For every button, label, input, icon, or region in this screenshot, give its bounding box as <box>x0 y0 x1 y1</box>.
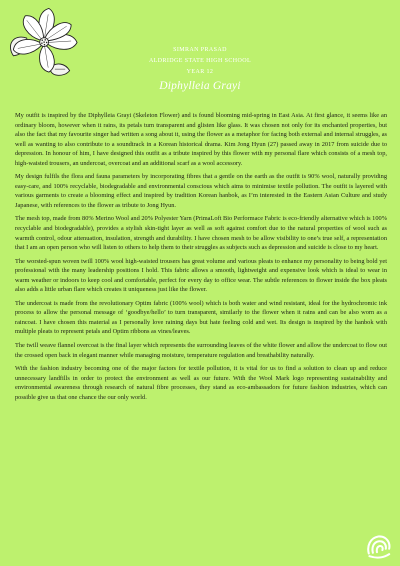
year-level: YEAR 12 <box>186 69 214 75</box>
author-name: SIMRAN PRASAD <box>173 47 227 53</box>
paragraph-undercoat: The undercoat is made from the revolutionary Optim fabric (100% wool) which is both water and wind resistant, ideal for the hydrochromic ink process to allow the personal message of ‘goodbye/hello’ to turn transparent, similarly to the flower when it rains and can be also worn as a raincoat. I have chosen this material as I personally love raining days but hate feeling cold and wet. Its design is inspired by the hanbok with multiple pleats to represent petals and Optim ribbons as vines/leaves. <box>15 299 387 336</box>
paragraph-mesh-top: The mesh top, made from 80% Merino Wool and 20% Polyester Yarn (PrimaLoft Bio Performace Fabric is eco-friendly alternative which is 100% recyclable and biodegradable), provides a stylish skin-tight layer as well as soft against comfort due to the natural properties of wool such as warmth control, odour attenuation, insulation, strength and durability. I have chosen mesh to be allow visibility to one’s true self, a representation that I am an open person who will listen to others to help them to their struggles as subjects such as depression and suicide is close to my heart. <box>15 215 387 252</box>
paragraph-intro: My outfit is inspired by the Diphylleia Grayi (Skeleton Flower) and is found blooming mid-spring in East Asia. At first glance, it seems like an ordinary bloom, however when it rains, its petals turn transparent and glisten like glass. It was chosen not only for its enchanted properties, but also the fact that my favourite singer had written a song about it, using the flower as a metaphor for facing both external and internal struggles, as well as wanting to also contribute to a soundtrack in a Korean historical drama. Kim Jong Hyun (27) passed away in 2017 from suicide due to depression. In honour of him, I have designed this outfit as a tribute inspired by this flower with my personal flare which consists of a mesh top, high-waisted trousers, an undercoat, overcoat and an additional scarf as a wool accessory. <box>15 112 387 167</box>
paragraph-design: My design fulfils the flora and fauna parameters by incorporating fibres that a gentle on the earth as the outfit is 90% wool, naturally providing easy-care, and 100% recyclable, biodegradable and environmental conscious which aims to minimise textile pollution. The outfit is layered with various garments to create a blooming effect and inspired by tradition Korean hanbok, as I’m interested in the Eastern Asian Culture and study Japanese, with references to the flower as tribute to Jong Hyun. <box>15 173 387 209</box>
document-body <box>15 111 387 406</box>
paragraph-overcoat: The twill weave flannel overcoat is the final layer which represents the surrounding leaves of the white flower and allow the undercoat to flow out the crossed open back in elegant manner while managing moisture, temperature regulation and breathability naturally. <box>15 342 387 359</box>
woolmark-logo-icon <box>362 529 396 563</box>
document-title: Diphylleia Grayi <box>159 80 241 92</box>
document-header <box>0 45 400 93</box>
paragraph-conclusion: With the fashion industry becoming one of the major factors for textile pollution, it is vital for us to find a solution to clean up and reduce unnecessary landfills in order to protect the environment as well as our future. With the Wool Mark logo representing sustainability and environmental awareness through research of natural fibre processes, they stand as eco-ambassadors for future fashion industries, which can possible give us that one chance the our only world. <box>15 365 387 401</box>
paragraph-trousers: The worsted-spun woven twill 100% wool high-waisted trousers has great volume and various pleats to enhance my personality to being bold yet professional with the many leadership positions I hold. This fabric allows a smooth, lightweight and expensive look which is ideal to wear in warm weather or indoors to keep cool and comfortable, perfect for every day to office wear. The subtle references to flower inside the box pleats also adds a little urban flare which creates it uniqueness just like the flower. <box>15 257 387 294</box>
school-name: ALDRIDGE STATE HIGH SCHOOL <box>148 58 252 64</box>
